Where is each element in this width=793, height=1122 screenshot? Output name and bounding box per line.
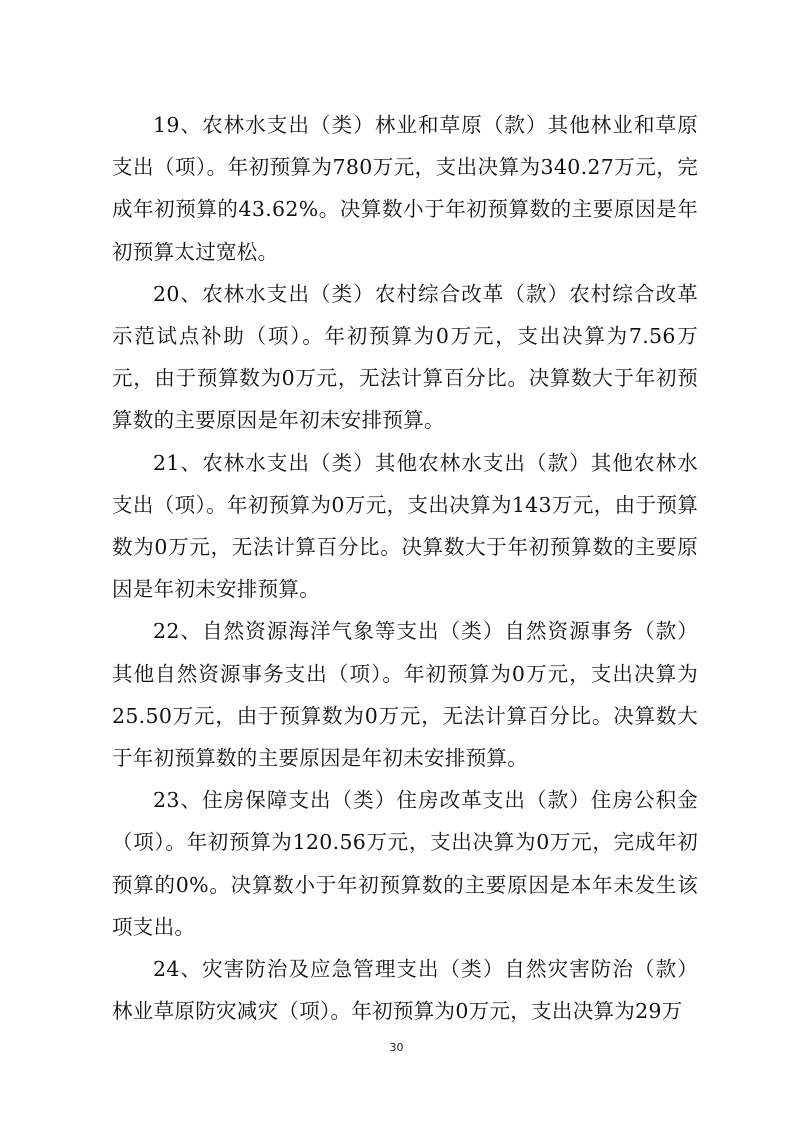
paragraph-item-22: 22、自然资源海洋气象等支出（类）自然资源事务（款）其他自然资源事务支出（项）。年初预算为0万元，支出决算为25.50万元，由于预算数为0万元，无法计算百分比。决算数大于年初预算数的主要原因是年初未安排预算。 (112, 619, 698, 771)
paragraph-item-20: 20、农林水支出（类）农村综合改革（款）农村综合改革示范试点补助（项）。年初预算为0万元，支出决算为7.56万元，由于预算数为0万元，无法计算百分比。决算数大于年初预算数的主要原因是年初未安排预算。 (112, 281, 698, 433)
document-body (112, 104, 698, 1032)
page-number: 30 (389, 1041, 404, 1054)
paragraph-item-19: 19、农林水支出（类）林业和草原（款）其他林业和草原支出（项）。年初预算为780万元，支出决算为340.27万元，完成年初预算的43.62%。决算数小于年初预算数的主要原因是年初预算太过宽松。 (112, 113, 698, 264)
paragraph-item-24: 24、灾害防治及应急管理支出（类）自然灾害防治（款）林业草原防灾减灾（项）。年初预算为0万元，支出决算为29万 (112, 957, 698, 1024)
paragraph-item-21: 21、农林水支出（类）其他农林水支出（款）其他农林水支出（项）。年初预算为0万元，支出决算为143万元，由于预算数为0万元，无法计算百分比。决算数大于年初预算数的主要原因是年初未安排预算。 (112, 450, 698, 602)
paragraph-item-23: 23、住房保障支出（类）住房改革支出（款）住房公积金（项）。年初预算为120.56万元，支出决算为0万元，完成年初预算的0%。决算数小于年初预算数的主要原因是本年未发生该项支出。 (112, 788, 698, 939)
